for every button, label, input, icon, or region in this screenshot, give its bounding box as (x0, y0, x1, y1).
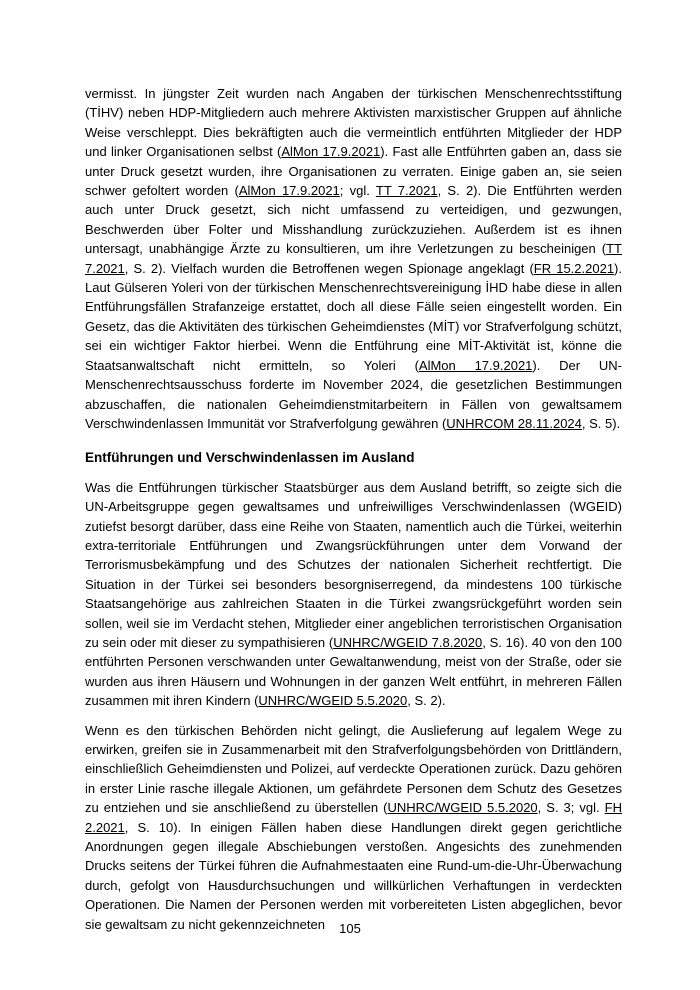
text-run: , S. 16). 40 von den 100 entführten Personen verschwanden unter Gewaltanwendung, meist von der Straße, oder sie wurden aus ihren Häusern und Wohnungen in der ganzen Welt entführt, in mehreren Fällen zusammen mit ihren Kindern ( (85, 634, 622, 709)
text-run: , S. 10). In einigen Fällen haben diese Handlungen direkt gegen gerichtliche Anordnungen gegen illegale Abschiebungen verstoßen. Angesichts des zunehmenden Drucks seitens der Türkei führen die Aufnahmestaaten eine Rund-um-die-Uhr-Überwachung durch, gefolgt von Hausdurchsuchungen und willkürlichen Verhaftungen in verdeckten Operationen. Die Namen der Personen werden mit vorbereiteten Listen abgeglichen, bevor sie gewaltsam zu nicht gekennzeichneten (85, 819, 622, 932)
text-run: , S. 5). (581, 415, 621, 431)
citation-link[interactable]: AlMon 17.9.2021 (418, 357, 533, 373)
text-run: Was die Entführungen türkischer Staatsbürger aus dem Ausland betrifft, so zeigte sich die UN-Arbeitsgruppe gegen gewaltsames und unfreiwilliges Verschwindenlassen (WGEID) zutiefst besorgt darüber, dass eine Reihe von Staaten, namentlich auch die Türkei, weiterhin extra-territoriale Entführungen und Zwangsrückführungen unter dem Vorwand der Terrorismusbekämpfung und des Schutzes der nationalen Sicherheit rechtfertigt. Die Situation in der Türkei sei besonders besorgniserregend, da mindestens 100 türkische Staatsangehörige aus zahlreichen Staaten in die Türkei zwangsrückgeführt worden sein sollen, weil sie im Verdacht stehen, Mitglieder einer angeblichen terroristischen Organisation zu sein oder mit dieser zu sympathisieren ( (85, 479, 622, 650)
paragraph (85, 84, 622, 433)
text-run: , S. 3; vgl. (537, 800, 605, 816)
text-run: , S. 2). Vielfach wurden die Betroffenen wegen Spionage angeklagt ( (124, 260, 534, 276)
citation-link[interactable]: TT 7.2021 (85, 241, 622, 276)
text-run: ). Fast alle Entführten gaben an, dass sie unter Druck gesetzt wurden, ihre Organisationen zu verraten. Einige gaben an, sie seien schwer gefoltert worden ( (85, 144, 622, 199)
text-run: Wenn es den türkischen Behörden nicht gelingt, die Auslieferung auf legalem Wege zu erwirken, greifen sie in Zusammenarbeit mit den Strafverfolgungsbehörden von Drittländern, einschließlich Geheimdiensten und Polizei, auf verdeckte Operationen zurück. Dazu gehören in erster Linie rasche illegale Aktionen, um gefährdete Personen dem Schutz des Gesetzes zu entziehen und sie anschließend zu überstellen ( (85, 722, 622, 816)
citation-link[interactable]: FR 15.2.2021 (533, 260, 615, 276)
page-number: 105 (339, 921, 361, 936)
text-run: ). Laut Gülseren Yoleri von der türkischen Menschenrechtsvereinigung İHD habe diese in allen Entführungsfällen Strafanzeige erstattet, doch all diese Fälle seien eingestellt worden. Ein Gesetz, das die Aktivitäten des türkischen Geheimdienstes (MİT) vor Strafverfolgung schützt, sei ein wichtiger Faktor hierbei. Wenn die Entführung eine MİT-Aktivität ist, könne die Staatsanwaltschaft nicht ermitteln, so Yoleri ( (85, 260, 622, 373)
citation-link[interactable]: AlMon 17.9.2021 (281, 144, 381, 160)
page-footer (0, 921, 700, 936)
paragraph (85, 478, 622, 711)
text-run: , S. 2). Die Entführten werden auch unter Druck gesetzt, sich nicht umfassend zu verteidigen, und gezwungen, Beschwerden über Folter und Misshandlung zurückzuziehen. Außerdem ist es ihnen untersagt, unabhängige Ärzte zu konsultieren, um ihre Verletzungen zu bescheinigen ( (85, 183, 622, 257)
citation-link[interactable]: TT 7.2021 (375, 183, 438, 199)
text-run: , S. 2). (407, 693, 446, 709)
document-body (85, 84, 622, 944)
citation-link[interactable]: UNHRC/WGEID 5.5.2020 (258, 693, 408, 709)
text-run: ; vgl. (339, 183, 376, 199)
citation-link[interactable]: UNHRC/WGEID 5.5.2020 (387, 800, 538, 816)
text-run: ). Der UN-Menschenrechtsausschuss forderte im November 2024, die gesetzlichen Bestimmungen abzuschaffen, die nationalen Geheimdienstmitarbeitern in Fällen von gewaltsamem Verschwindenlassen Immunität vor Strafverfolgung gewähren ( (85, 357, 623, 431)
section-heading: Entführungen und Verschwindenlassen im Ausland (85, 450, 415, 466)
text-run: vermisst. In jüngster Zeit wurden nach Angaben der türkischen Menschenrechtsstiftung (TİHV) neben HDP-Mitgliedern auch mehrere Aktivisten marxistischer Gruppen auf ähnliche Weise verschleppt. Dies bekräftigten auch die vermeintlich entführten Mitglieder der HDP und linker Organisationen selbst ( (85, 86, 622, 160)
citation-link[interactable]: UNHRC/WGEID 7.8.2020 (333, 634, 483, 650)
citation-link[interactable]: FH 2.2021 (85, 800, 622, 835)
citation-link[interactable]: AlMon 17.9.2021 (238, 183, 340, 199)
citation-link[interactable]: UNHRCOM 28.11.2024 (446, 415, 582, 431)
paragraph (85, 721, 622, 934)
